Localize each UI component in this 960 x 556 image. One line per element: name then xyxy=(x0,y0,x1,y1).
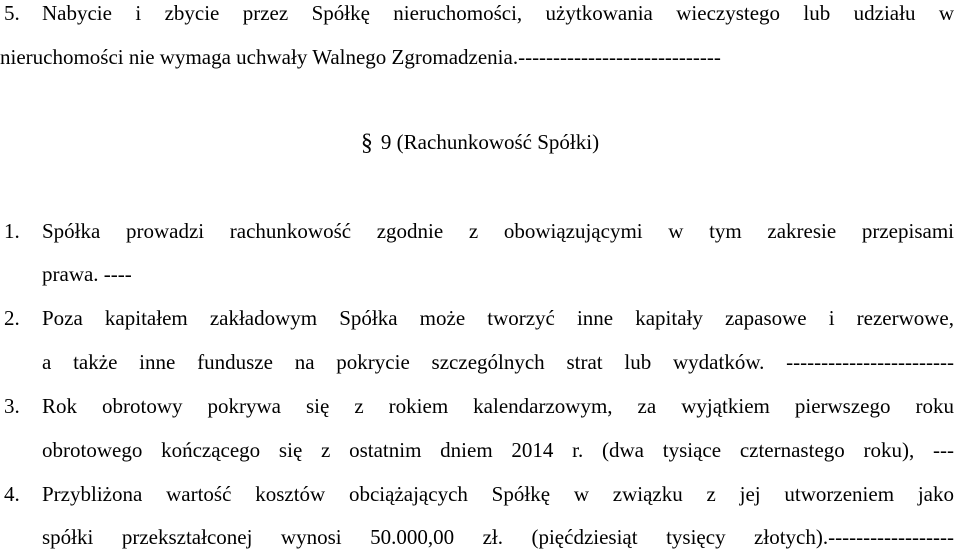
paragraph-sign: § xyxy=(360,130,373,156)
item-5-text-1: Nabycie i zbycie przez Spółkę nieruchomości, użytkowania wieczystego lub udziału w xyxy=(42,1,954,25)
paragraph-4-text-1: Przybliżona wartość kosztów obciążających Spółkę w związku z jej utworzeniem jako xyxy=(42,482,954,506)
paragraph-4-number: 4. xyxy=(4,482,20,506)
section-heading xyxy=(0,129,960,156)
paragraph-3-number: 3. xyxy=(4,394,20,418)
paragraph-1-text-1: Spółka prowadzi rachunkowość zgodnie z obowiązującymi w tym zakresie przepisami xyxy=(42,219,954,243)
item-5-text-2: nieruchomości nie wymaga uchwały Walnego Zgromadzenia.----------------------------- xyxy=(0,45,721,69)
paragraph-3-text-1: Rok obrotowy pokrywa się z rokiem kalendarzowym, za wyjątkiem pierwszego roku xyxy=(42,394,954,418)
paragraph-2-text-1: Poza kapitałem zakładowym Spółka może tworzyć inne kapitały zapasowe i rezerwowe, xyxy=(42,306,954,330)
paragraph-1-text-2: prawa. ---- xyxy=(42,262,132,286)
paragraph-2-text-2: a także inne fundusze na pokrycie szczególnych strat lub wydatków. ------------------------ xyxy=(42,350,954,374)
item-5-number: 5. xyxy=(4,1,20,25)
paragraph-3-text-2: obrotowego kończącego się z ostatnim dniem 2014 r. (dwa tysiące czternastego roku), --- xyxy=(42,438,954,462)
paragraph-2-number: 2. xyxy=(4,306,20,330)
paragraph-4-text-2: spółki przekształconej wynosi 50.000,00 zł. (pięćdziesiąt tysięcy złotych).------------------ xyxy=(42,525,954,549)
paragraph-1-number: 1. xyxy=(4,219,20,243)
section-title: 9 (Rachunkowość Spółki) xyxy=(380,130,600,154)
